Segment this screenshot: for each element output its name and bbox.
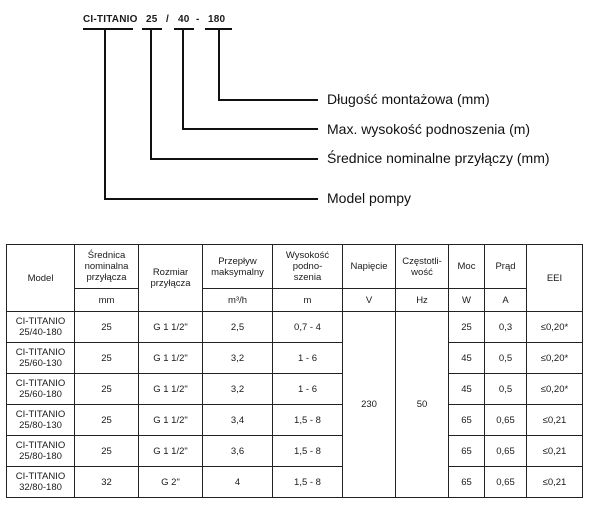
leader-model-v (104, 29, 106, 199)
cell-diameter: 25 (75, 374, 139, 405)
label-pump-model: Model pompy (327, 190, 412, 206)
unit-current: A (485, 289, 527, 312)
code-head: 40 (178, 14, 190, 25)
cell-power: 65 (449, 436, 485, 467)
cell-current: 0,65 (485, 405, 527, 436)
cell-eei: ≤0,21 (527, 405, 583, 436)
cell-model: CI-TITANIO 32/80-180 (7, 467, 75, 498)
leader-diameter-v (150, 29, 152, 159)
header-voltage: Napięcie (343, 245, 396, 289)
code-model: CI-TITANIO (83, 14, 138, 25)
underline-model (83, 28, 133, 30)
cell-size: G 1 1/2" (139, 343, 203, 374)
header-diameter: Średnica nominalna przyłącza (75, 245, 139, 289)
cell-head: 1,5 - 8 (273, 405, 343, 436)
cell-diameter: 25 (75, 405, 139, 436)
unit-power: W (449, 289, 485, 312)
header-model: Model (7, 245, 75, 312)
table-row (7, 374, 583, 405)
cell-head: 0,7 - 4 (273, 312, 343, 343)
cell-flow: 3,2 (203, 343, 273, 374)
table-row (7, 343, 583, 374)
cell-power: 65 (449, 405, 485, 436)
header-frequency: Częstotli- wość (396, 245, 449, 289)
cell-voltage-shared: 230 (343, 312, 396, 498)
cell-current: 0,5 (485, 343, 527, 374)
cell-flow: 3,2 (203, 374, 273, 405)
cell-power: 65 (449, 467, 485, 498)
label-max-head: Max. wysokość podnoszenia (m) (327, 121, 531, 137)
cell-frequency-shared: 50 (396, 312, 449, 498)
code-dash: - (196, 14, 200, 25)
cell-diameter: 32 (75, 467, 139, 498)
cell-eei: ≤0,20* (527, 312, 583, 343)
cell-size: G 1 1/2" (139, 312, 203, 343)
cell-current: 0,65 (485, 436, 527, 467)
cell-power: 45 (449, 374, 485, 405)
cell-power: 25 (449, 312, 485, 343)
cell-model: CI-TITANIO 25/60-180 (7, 374, 75, 405)
header-head: Wysokość podno- szenia (273, 245, 343, 289)
cell-model: CI-TITANIO 25/40-180 (7, 312, 75, 343)
leader-diameter-h (150, 158, 318, 160)
cell-head: 1,5 - 8 (273, 436, 343, 467)
cell-eei: ≤0,21 (527, 467, 583, 498)
code-diameter: 25 (146, 14, 158, 25)
cell-diameter: 25 (75, 343, 139, 374)
cell-size: G 1 1/2" (139, 436, 203, 467)
underline-head (174, 28, 194, 30)
table-row (7, 436, 583, 467)
cell-current: 0,5 (485, 374, 527, 405)
cell-model: CI-TITANIO 25/60-130 (7, 343, 75, 374)
underline-diameter (142, 28, 162, 30)
cell-size: G 1 1/2" (139, 374, 203, 405)
cell-eei: ≤0,20* (527, 343, 583, 374)
cell-current: 0,65 (485, 467, 527, 498)
cell-head: 1 - 6 (273, 343, 343, 374)
cell-eei: ≤0,21 (527, 436, 583, 467)
header-power: Moc (449, 245, 485, 289)
cell-size: G 2" (139, 467, 203, 498)
table-row (7, 467, 583, 498)
code-length: 180 (208, 14, 226, 25)
cell-power: 45 (449, 343, 485, 374)
cell-current: 0,3 (485, 312, 527, 343)
unit-frequency: Hz (396, 289, 449, 312)
header-flow: Przepływ maksymalny (203, 245, 273, 289)
unit-head: m (273, 289, 343, 312)
cell-eei: ≤0,20* (527, 374, 583, 405)
cell-flow: 2,5 (203, 312, 273, 343)
cell-head: 1,5 - 8 (273, 467, 343, 498)
leader-length-v (218, 29, 220, 100)
leader-length-h (218, 99, 318, 101)
unit-diameter: mm (75, 289, 139, 312)
label-nominal-diameter: Średnice nominalne przyłączy (mm) (327, 150, 550, 166)
header-eei: EEI (527, 245, 583, 312)
spec-table (6, 244, 583, 498)
header-current: Prąd (485, 245, 527, 289)
cell-model: CI-TITANIO 25/80-130 (7, 405, 75, 436)
unit-voltage: V (343, 289, 396, 312)
header-size: Rozmiar przyłącza (139, 245, 203, 312)
cell-model: CI-TITANIO 25/80-180 (7, 436, 75, 467)
table-row (7, 312, 583, 343)
cell-flow: 3,6 (203, 436, 273, 467)
unit-flow: m³/h (203, 289, 273, 312)
code-slash: / (166, 14, 169, 25)
leader-head-v (182, 29, 184, 129)
cell-flow: 4 (203, 467, 273, 498)
cell-size: G 1 1/2" (139, 405, 203, 436)
cell-head: 1 - 6 (273, 374, 343, 405)
label-length: Długość montażowa (mm) (327, 91, 490, 107)
cell-flow: 3,4 (203, 405, 273, 436)
cell-diameter: 25 (75, 312, 139, 343)
leader-model-h (104, 198, 318, 200)
leader-head-h (182, 128, 318, 130)
table-row (7, 405, 583, 436)
cell-diameter: 25 (75, 436, 139, 467)
